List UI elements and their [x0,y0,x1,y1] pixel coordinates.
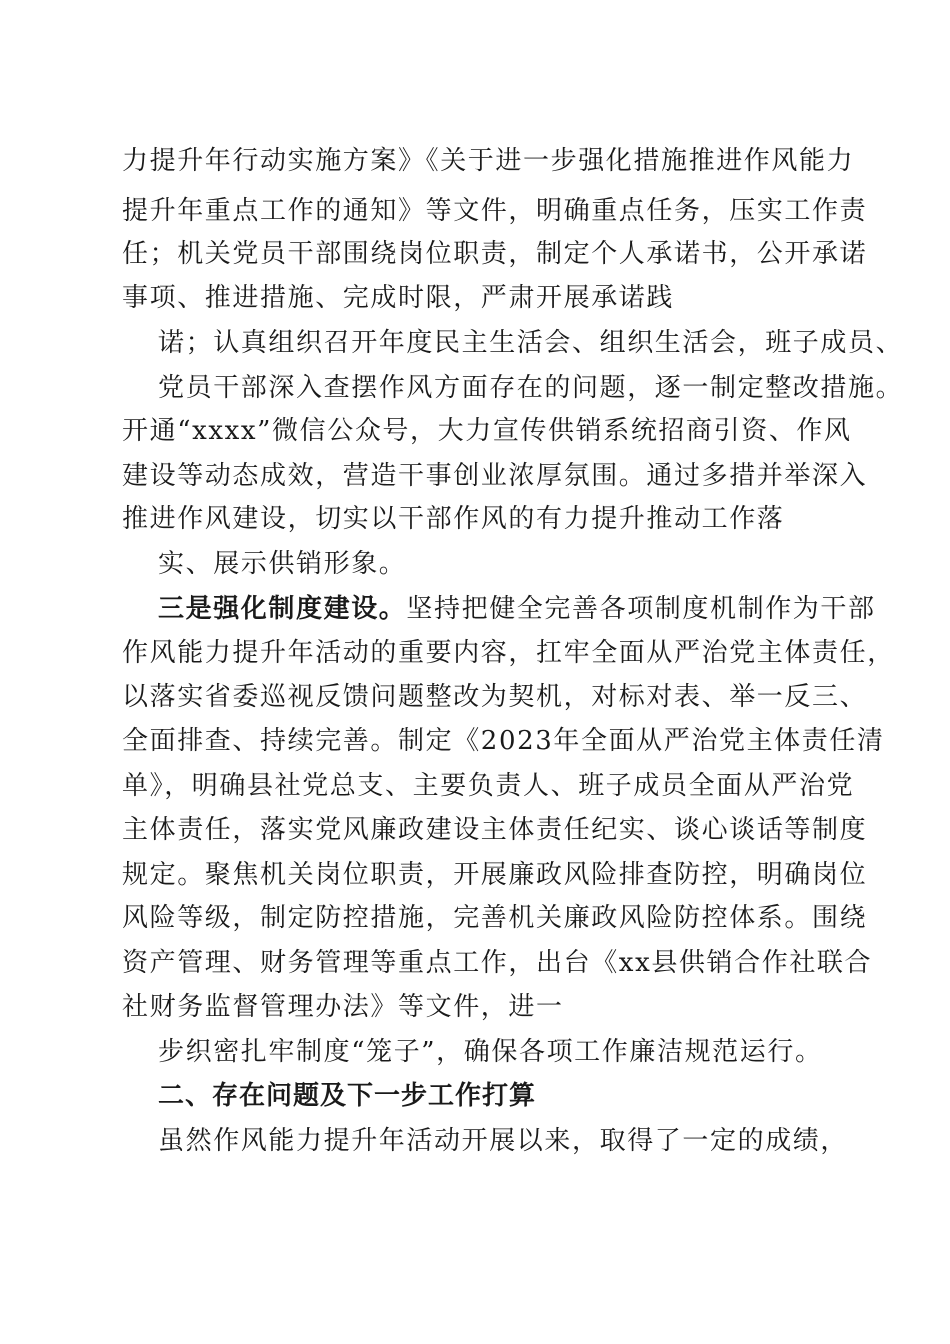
text-line: 社财务监督管理办法》等文件，进一 [122,992,564,1022]
text-line: 力提升年行动实施方案》《关于进一步强化措施推进作风能力 [122,146,855,176]
paragraph-lead-line [158,591,876,627]
text-line: 事项、推进措施、完成时限，严肃开展承诺践 [122,283,675,313]
text-line: 推进作风建设，切实以干部作风的有力提升推动工作落 [122,504,785,534]
text-line: 提升年重点工作的通知》等文件，明确重点任务，压实工作责 [122,196,868,226]
text-line: 步织密扎牢制度“笼子”，确保各项工作廉洁规范运行。 [158,1037,823,1067]
text-line: 党员干部深入查摆作风方面存在的问题，逐一制定整改措施。 [158,373,904,403]
text-line: 风险等级，制定防控措施，完善机关廉政风险防控体系。围绕 [122,903,868,933]
text-line: 任；机关党员干部围绕岗位职责，制定个人承诺书，公开承诺 [122,239,868,269]
text-line: 单》，明确县社党总支、主要负责人、班子成员全面从严治党 [122,771,855,801]
text-line: 诺；认真组织召开年度民主生活会、组织生活会，班子成员、 [158,328,904,358]
text-line: 实、展示供销形象。 [158,549,407,579]
paragraph-lead: 三是强化制度建设。 [158,594,407,624]
text-line: 主体责任，落实党风廉政建设主体责任纪实、谈心谈话等制度 [122,815,868,845]
text-line: 作风能力提升年活动的重要内容，扛牢全面从严治党主体责任， [122,638,895,668]
text-line: 建设等动态成效，营造干事创业浓厚氛围。通过多措并举深入 [122,461,868,491]
section-heading: 二、存在问题及下一步工作打算 [158,1081,537,1111]
text-line: 资产管理、财务管理等重点工作，出台《xx县供销合作社联合 [122,948,873,978]
text-line: 以落实省委巡视反馈问题整改为契机，对标对表、举一反三、 [122,682,868,712]
text-line: 全面排查、持续完善。制定《2023年全面从严治党主体责任清 [122,726,885,756]
text-span: 坚持把健全完善各项制度机制作为干部 [406,594,876,624]
text-line: 规定。聚焦机关岗位职责，开展廉政风险排查防控，明确岗位 [122,860,868,890]
text-line: 开通“xxxx”微信公众号，大力宣传供销系统招商引资、作风 [122,416,852,446]
text-line: 虽然作风能力提升年活动开展以来，取得了一定的成绩， [158,1126,849,1156]
